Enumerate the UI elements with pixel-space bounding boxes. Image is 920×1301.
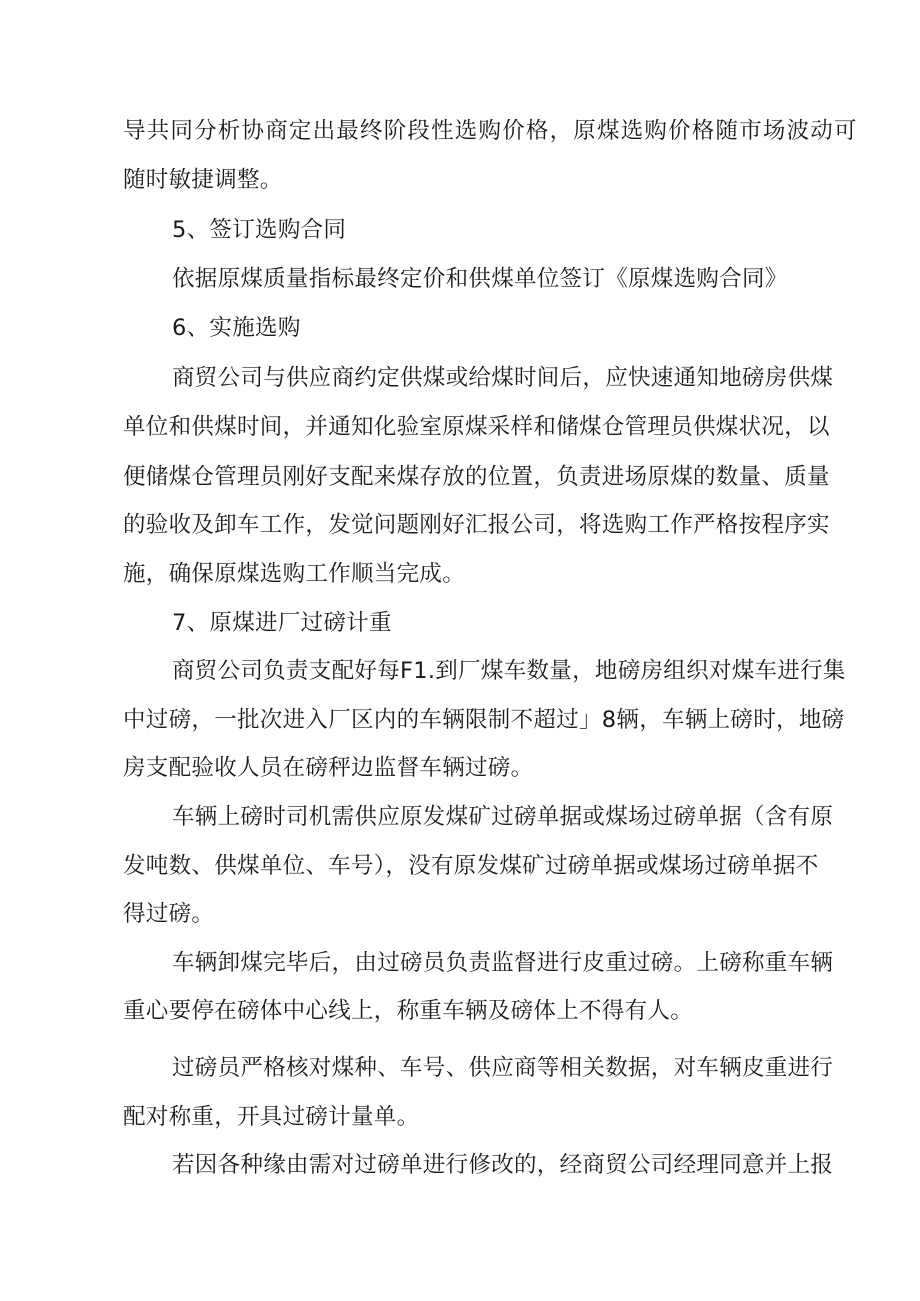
text-line: 便储煤仓管理员刚好支配来煤存放的位置，负责进场原煤的数量、质量 [123, 464, 830, 490]
text-line: 中过磅，一批次进入厂区内的车辆限制不超过」8辆，车辆上磅时，地磅 [123, 707, 845, 733]
text-line: 单位和供煤时间，并通知化验室原煤采样和储煤仓管理员供煤状况，以 [123, 414, 830, 440]
text-line: 随时敏捷调整。 [123, 167, 283, 193]
text-line: 的验收及卸车工作，发觉问题刚好汇报公司，将选购工作严格按程序实 [123, 512, 830, 538]
text-line: 配对称重，开具过磅计量单。 [123, 1104, 420, 1130]
text-line: 重心要停在磅体中心线上，称重车辆及磅体上不得有人。 [123, 998, 694, 1024]
text-line: 发吨数、供煤单位、车号），没有原发煤矿过磅单据或煤场过磅单据不 [123, 853, 819, 879]
text-line: 商贸公司与供应商约定供煤或给煤时间后，应快速通知地磅房供煤 [172, 365, 834, 391]
text-line: 依据原煤质量指标最终定价和供煤单位签订《原煤选购合同》 [172, 266, 788, 292]
text-line: 导共同分析协商定出最终阶段性选购价格，原煤选购价格随市场波动可 [123, 118, 858, 144]
text-line: 过磅员严格核对煤种、车号、供应商等相关数据，对车辆皮重进行 [172, 1055, 834, 1081]
text-line: 车辆卸煤完毕后，由过磅员负责监督进行皮重过磅。上磅称重车辆 [172, 950, 834, 976]
text-line: 车辆上磅时司机需供应原发煤矿过磅单据或煤场过磅单据（含有原 [172, 804, 834, 830]
section-heading: 7、原煤进厂过磅计重 [172, 610, 392, 636]
section-heading: 6、实施选购 [172, 315, 301, 341]
section-heading: 5、签订选购合同 [172, 217, 347, 243]
text-line: 房支配验收人员在磅秤边监督车辆过磅。 [123, 755, 534, 781]
text-line: 若因各种缘由需对过磅单进行修改的，经商贸公司经理同意并上报 [172, 1152, 834, 1178]
text-line: 得过磅。 [123, 901, 215, 927]
text-line: 商贸公司负责支配好每F1.到厂煤车数量，地磅房组织对煤车进行集 [172, 658, 846, 684]
text-line: 施，确保原煤选购工作顺当完成。 [123, 561, 466, 587]
